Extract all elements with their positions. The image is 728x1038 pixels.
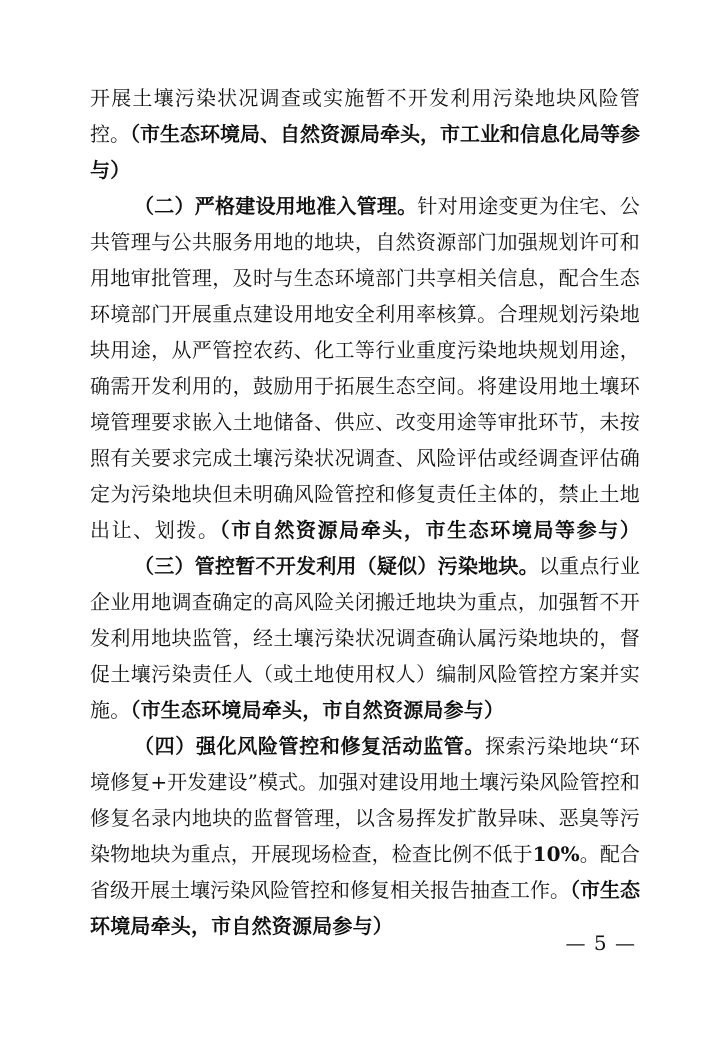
bold-text-segment: 与）	[90, 158, 131, 182]
bold-text-segment: 环境局牵头，市自然资源局参与）	[90, 914, 393, 938]
text-line	[90, 548, 640, 584]
text-line	[90, 836, 640, 872]
text-line	[90, 368, 640, 404]
text-line	[90, 404, 640, 440]
paragraph	[90, 188, 640, 548]
text-line	[90, 440, 640, 476]
text-line	[90, 80, 640, 116]
text-line	[90, 224, 640, 260]
text-segment: 企业用地调查确定的高风险关闭搬迁地块为重点，加强暂不开	[90, 590, 640, 614]
text-segment: 开展土壤污染状况调查或实施暂不开发利用污染地块风险管	[90, 86, 640, 110]
document-body	[90, 80, 640, 944]
bold-text-segment: （三）管控暂不开发利用（疑似）污染地块。	[134, 554, 539, 578]
bold-text-segment: （市生态	[570, 878, 641, 902]
text-segment: 以重点行业	[538, 554, 640, 578]
text-line	[90, 908, 640, 944]
bold-text-segment: 10%	[532, 842, 580, 866]
text-segment: 用地审批管理，及时与生态环境部门共享相关信息，配合生态	[90, 266, 640, 290]
bold-text-segment: （市生态环境局牵头，市自然资源局参与）	[130, 698, 505, 722]
text-line	[90, 476, 640, 512]
text-line	[90, 260, 640, 296]
text-line	[90, 512, 640, 548]
text-segment: 针对用途变更为住宅、公	[417, 194, 640, 218]
text-segment: 境管理要求嵌入土地储备、供应、改变用途等审批环节，未按	[90, 410, 640, 434]
paragraph	[90, 548, 640, 728]
text-segment: 定为污染地块但未明确风险管控和修复责任主体的，禁止土地	[90, 482, 640, 506]
bold-text-segment: （二）严格建设用地准入管理。	[134, 194, 418, 218]
text-line	[90, 872, 640, 908]
text-segment: 境修复+开发建设”模式。加强对建设用地土壤污染风险管控和	[90, 770, 640, 794]
text-line	[90, 656, 640, 692]
text-segment: 探索污染地块“环	[485, 734, 640, 758]
text-line	[90, 620, 640, 656]
text-segment: 出让、划拨。	[90, 518, 220, 542]
text-segment: 促土壤污染责任人（或土地使用权人）编制风险管控方案并实	[90, 662, 640, 686]
bold-text-segment: （四）强化风险管控和修复活动监管。	[134, 734, 486, 758]
text-segment: 照有关要求完成土壤污染状况调查、风险评估或经调查评估确	[90, 446, 640, 470]
text-line	[90, 764, 640, 800]
text-segment: 染物地块为重点，开展现场检查，检查比例不低于	[90, 842, 533, 866]
text-segment: 共管理与公共服务用地的地块，自然资源部门加强规划许可和	[90, 230, 640, 254]
text-segment: 控。	[90, 122, 131, 146]
text-segment: 发利用地块监管，经土壤污染状况调查确认属污染地块的，督	[90, 626, 640, 650]
bold-text-segment: （市生态环境局、自然资源局牵头，市工业和信息化局等参	[130, 122, 640, 146]
text-line	[90, 152, 640, 188]
text-segment: 。配合	[579, 842, 640, 866]
text-segment: 块用途，从严管控农药、化工等行业重度污染地块规划用途，	[90, 338, 640, 362]
text-segment: 施。	[90, 698, 131, 722]
text-segment: 环境部门开展重点建设用地安全利用率核算。合理规划污染地	[90, 302, 640, 326]
text-line	[90, 800, 640, 836]
text-line	[90, 584, 640, 620]
text-line	[90, 728, 640, 764]
text-line	[90, 296, 640, 332]
text-segment: 确需开发利用的，鼓励用于拓展生态空间。将建设用地土壤环	[90, 374, 640, 398]
paragraph	[90, 728, 640, 944]
page-number: — 5 —	[565, 931, 636, 955]
text-segment: 修复名录内地块的监督管理，以含易挥发扩散异味、恶臭等污	[90, 806, 640, 830]
paragraph	[90, 80, 640, 188]
bold-text-segment: （市自然资源局牵头，市生态环境局等参与）	[219, 518, 640, 542]
text-line	[90, 116, 640, 152]
text-line	[90, 332, 640, 368]
text-segment: 省级开展土壤污染风险管控和修复相关报告抽查工作。	[90, 878, 571, 902]
text-line	[90, 188, 640, 224]
text-line	[90, 692, 640, 728]
